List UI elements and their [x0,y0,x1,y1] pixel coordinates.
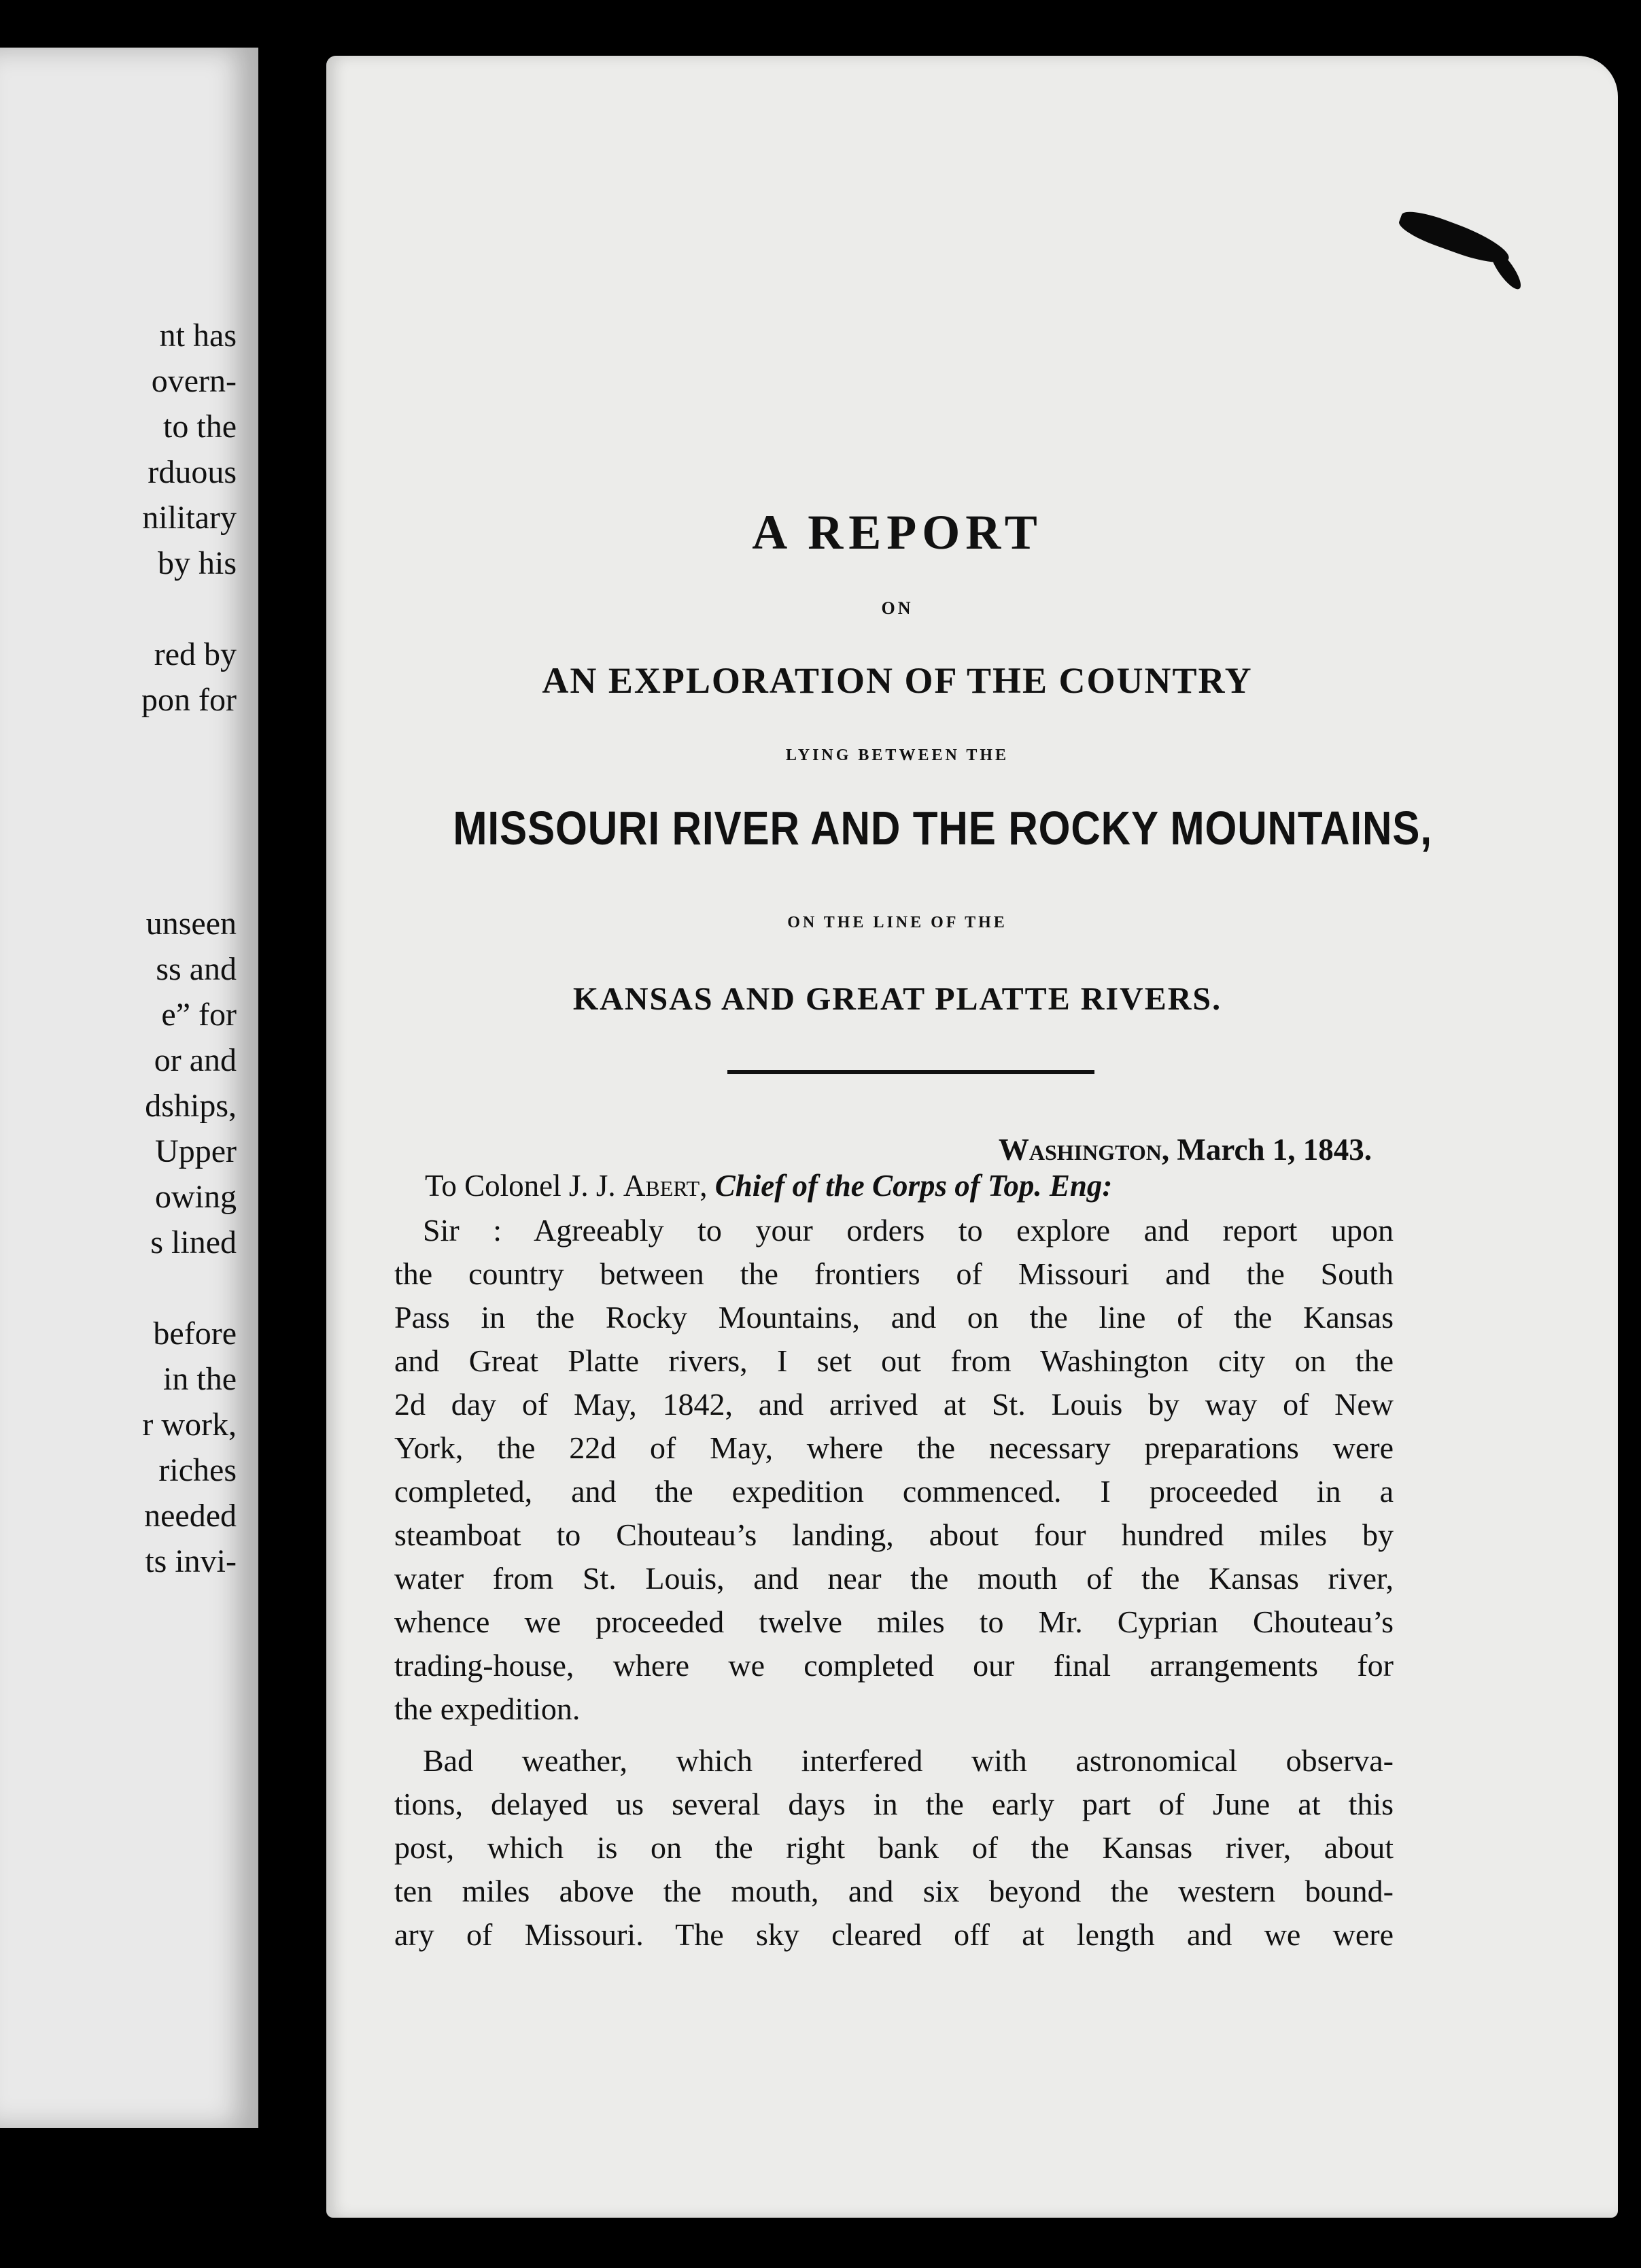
fragment-line: e” for [161,997,237,1033]
fragment-line: red by [154,636,237,672]
title-rivers-mountains: MISSOURI RIVER AND THE ROCKY MOUNTAINS, [453,802,1432,855]
text-line: ten miles above the mouth, and six beyond the western bound- [394,1874,1394,1908]
fragment-line: rduous [148,454,237,490]
fragment-line: s lined [150,1224,237,1260]
salutation-name: Abert, [623,1169,708,1203]
text-line: York, the 22d of May, where the necessary preparations were [394,1430,1394,1465]
text-line: Pass in the Rocky Mountains, and on the line of the Kansas [394,1300,1394,1335]
dateline [986,1132,1372,1167]
text-line: the expedition. [394,1691,581,1726]
salutation [425,1168,1112,1203]
text-line: 2d day of May, 1842, and arrived at St. Louis by way of New [394,1387,1394,1422]
text-line: and Great Platte rivers, I set out from Washington city on the [394,1343,1394,1378]
fragment-line: in the [163,1361,237,1397]
paragraph-2 [394,1739,1394,1957]
salutation-title: Chief of the Corps of Top. Eng: [714,1169,1113,1203]
fragment-line: by his [157,545,237,581]
dateline-date: March 1, 1843. [1177,1133,1372,1167]
fragment-line: or and [154,1042,237,1078]
salutation-prefix: To Colonel J. J. [425,1169,616,1203]
paragraph-1 [394,1209,1394,1731]
text-line: ary of Missouri. The sky cleared off at length and we were [394,1917,1394,1952]
fragment-line: nilitary [142,500,237,536]
fragment-line: ts invi- [145,1543,237,1579]
fragment-line: to the [163,409,237,445]
fragment-line: overn- [151,363,237,399]
fragment-line: unseen [145,906,237,942]
title-connector-line: ON THE LINE OF THE [787,914,1007,931]
text-line: Sir : Agreeably to your orders to explore and report upon [423,1213,1394,1248]
fragment-line: Upper [155,1133,237,1169]
fragment-line: needed [144,1498,237,1534]
text-line: whence we proceeded twelve miles to Mr. Cyprian Chouteau’s [394,1604,1394,1639]
fragment-line: pon for [141,682,237,718]
text-line: completed, and the expedition commenced. I proceeded in a [394,1474,1394,1509]
fragment-line: ss and [156,951,237,987]
text-line: post, which is on the right bank of the Kansas river, about [394,1830,1394,1865]
text-line: tions, delayed us several days in the early part of June at this [394,1787,1394,1821]
fragment-line: before [153,1316,237,1352]
title-kansas-platte: KANSAS AND GREAT PLATTE RIVERS. [572,981,1222,1017]
text-line: steamboat to Chouteau’s landing, about four hundred miles by [394,1517,1394,1552]
fragment-line: owing [155,1179,237,1215]
title-divider-rule [727,1070,1094,1074]
text-line: the country between the frontiers of Missouri and the South [394,1256,1394,1291]
title-connector-on: ON [881,598,914,618]
report-title: A REPORT [752,505,1043,560]
fragment-line: riches [158,1452,237,1488]
fragment-line: r work, [142,1407,237,1443]
title-exploration: AN EXPLORATION OF THE COUNTRY [542,660,1253,701]
text-line: Bad weather, which interfered with astronomical observa- [423,1743,1394,1778]
dateline-place: Washington, [998,1133,1170,1167]
text-line: trading-house, where we completed our final arrangements for [394,1648,1394,1683]
fragment-line: nt has [159,317,237,354]
text-line: water from St. Louis, and near the mouth of the Kansas river, [394,1561,1394,1596]
fragment-line: dships, [145,1088,237,1124]
title-connector-lying: LYING BETWEEN THE [785,746,1009,764]
